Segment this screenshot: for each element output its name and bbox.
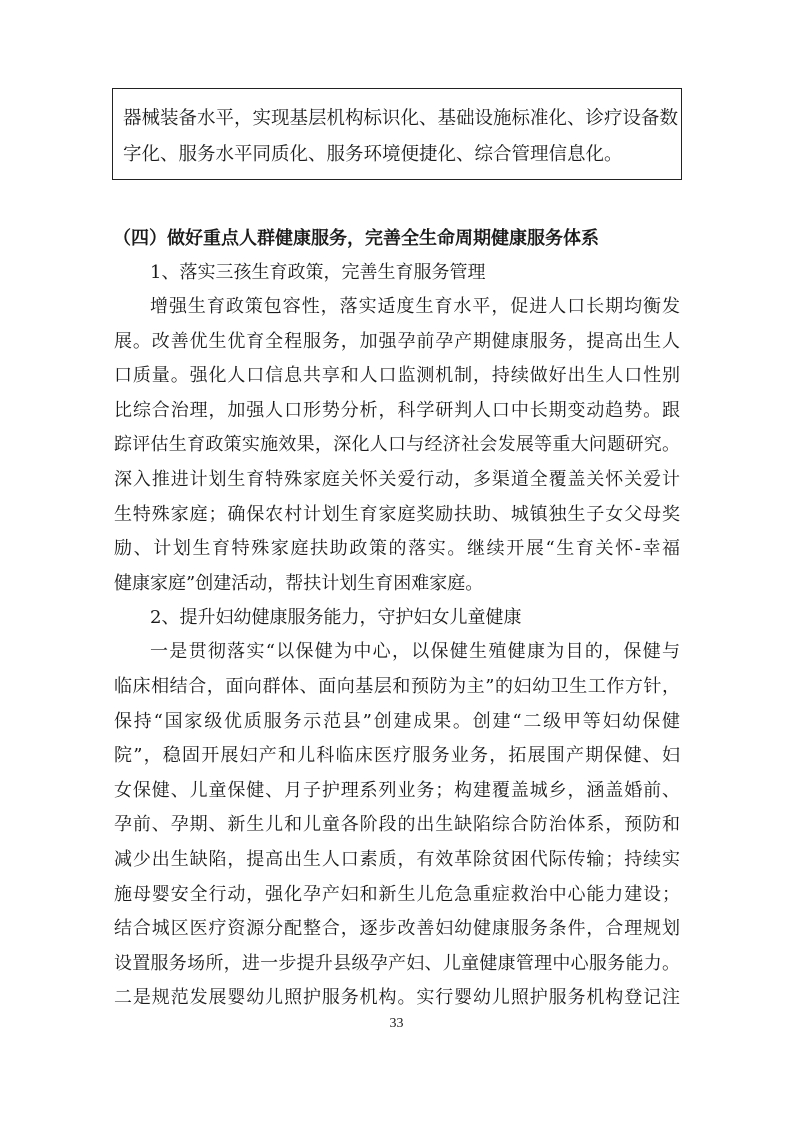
paragraph-line: 孕前、孕期、新生儿和儿童各阶段的出生缺陷综合防治体系，预防和 [114, 814, 680, 836]
paragraph-2 [114, 635, 680, 1016]
section-heading: （四）做好重点人群健康服务，完善全生命周期健康服务体系 [113, 228, 599, 249]
paragraph-line: 临床相结合，面向群体、面向基层和预防为主”的妇幼卫生工作方针， [114, 675, 680, 697]
boxed-text-line: 器械装备水平，实现基层机构标识化、基础设施标准化、诊疗设备数 [123, 108, 679, 129]
paragraph-line: 踪评估生育政策实施效果，深化人口与经济社会发展等重大问题研究。 [114, 434, 680, 456]
boxed-text-block [112, 88, 682, 180]
paragraph-line: 二是规范发展婴幼儿照护服务机构。实行婴幼儿照护服务机构登记注 [114, 987, 680, 1009]
page-number: 33 [389, 1016, 404, 1031]
paragraph-line: 展。改善优生优育全程服务，加强孕前孕产期健康服务，提高出生人 [114, 330, 680, 352]
paragraph-line: 增强生育政策包容性，落实适度生育水平，促进人口长期均衡发 [150, 296, 680, 317]
subsection-title-2: 2、提升妇幼健康服务能力，守护妇女儿童健康 [150, 607, 522, 629]
paragraph-line: 生特殊家庭；确保农村计划生育家庭奖励扶助、城镇独生子女父母奖 [114, 503, 680, 525]
paragraph-line: 院”，稳固开展妇产和儿科临床医疗服务业务，拓展围产期保健、妇 [114, 745, 680, 767]
paragraph-line: 保持“国家级优质服务示范县”创建成果。创建“二级甲等妇幼保健 [114, 710, 680, 732]
paragraph-line: 女保健、儿童保健、月子护理系列业务；构建覆盖城乡，涵盖婚前、 [114, 779, 680, 801]
paragraph-line: 一是贯彻落实“以保健为中心，以保健生殖健康为目的，保健与 [150, 641, 680, 663]
boxed-text-line: 字化、服务水平同质化、服务环境便捷化、综合管理信息化。 [123, 144, 623, 165]
paragraph-line: 施母婴安全行动，强化孕产妇和新生儿危急重症救治中心能力建设； [114, 883, 680, 905]
paragraph-line: 结合城区医疗资源分配整合，逐步改善妇幼健康服务条件，合理规划 [114, 918, 680, 940]
subsection-title-1: 1、落实三孩生育政策，完善生育服务管理 [150, 262, 486, 283]
paragraph-line: 口质量。强化人口信息共享和人口监测机制，持续做好出生人口性别 [114, 365, 680, 387]
paragraph-line: 深入推进计划生育特殊家庭关怀关爱行动，多渠道全覆盖关怀关爱计 [114, 468, 680, 490]
paragraph-line: 励、计划生育特殊家庭扶助政策的落实。继续开展“生育关怀-幸福 [114, 538, 680, 560]
paragraph-line: 设置服务场所，进一步提升县级孕产妇、儿童健康管理中心服务能力。 [114, 952, 680, 974]
paragraph-line: 比综合治理，加强人口形势分析，科学研判人口中长期变动趋势。跟 [114, 399, 680, 421]
paragraph-1 [114, 290, 680, 601]
document-body [114, 222, 680, 1016]
paragraph-line: 减少出生缺陷，提高出生人口素质，有效革除贫困代际传输；持续实 [114, 848, 680, 870]
paragraph-line: 健康家庭”创建活动，帮扶计划生育困难家庭。 [114, 572, 484, 594]
